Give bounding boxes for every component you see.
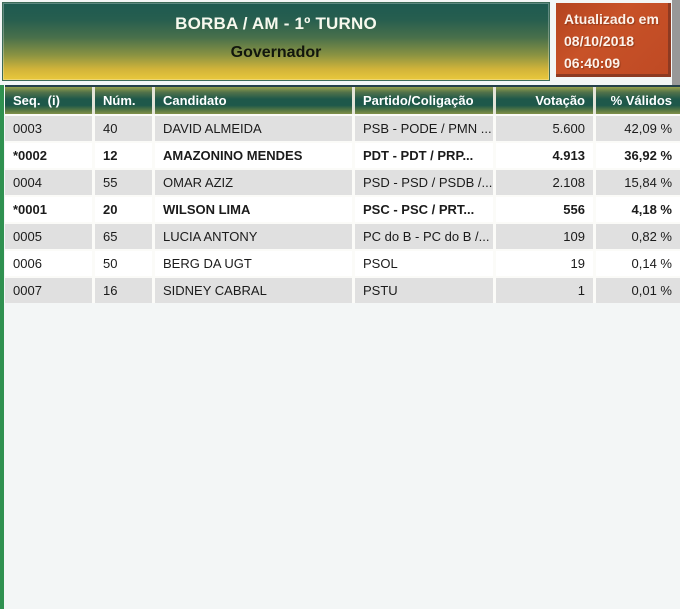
cell-party: PSTU: [352, 276, 493, 303]
cell-num: 50: [92, 249, 152, 276]
updated-date: 08/10/2018: [564, 33, 635, 49]
cell-candidate: AMAZONINO MENDES: [152, 141, 352, 168]
results-table-container: [5, 85, 680, 303]
cell-seq: 0006: [5, 249, 92, 276]
cell-candidate: OMAR AZIZ: [152, 168, 352, 195]
cell-seq: 0004: [5, 168, 92, 195]
cell-num: 40: [92, 114, 152, 141]
cell-pct-valid: 36,92 %: [593, 141, 680, 168]
cell-pct-valid: 42,09 %: [593, 114, 680, 141]
cell-seq: 0007: [5, 276, 92, 303]
cell-party: PSOL: [352, 249, 493, 276]
page-right-strip: [672, 0, 680, 85]
table-header-row: [5, 87, 680, 114]
cell-pct-valid: 0,14 %: [593, 249, 680, 276]
cell-num: 16: [92, 276, 152, 303]
cell-votes: 109: [493, 222, 593, 249]
election-location-title: BORBA / AM - 1º TURNO: [175, 14, 377, 33]
cell-seq: *0002: [5, 141, 92, 168]
cell-candidate: DAVID ALMEIDA: [152, 114, 352, 141]
page-left-edge: [0, 85, 4, 609]
cell-pct-valid: 0,01 %: [593, 276, 680, 303]
election-office-subtitle: Governador: [230, 44, 322, 61]
table-row: [5, 141, 680, 168]
updated-label: Atualizado em: [564, 11, 659, 27]
cell-pct-valid: 4,18 %: [593, 195, 680, 222]
last-updated-box: [556, 3, 671, 77]
cell-votes: 5.600: [493, 114, 593, 141]
cell-party: PDT - PDT / PRP...: [352, 141, 493, 168]
cell-votes: 19: [493, 249, 593, 276]
table-row: [5, 114, 680, 141]
cell-candidate: SIDNEY CABRAL: [152, 276, 352, 303]
cell-votes: 2.108: [493, 168, 593, 195]
cell-party: PC do B - PC do B /...: [352, 222, 493, 249]
cell-num: 55: [92, 168, 152, 195]
cell-candidate: WILSON LIMA: [152, 195, 352, 222]
table-row: [5, 276, 680, 303]
column-header-party: Partido/Coligação: [352, 87, 493, 114]
column-header-pct-valid: % Válidos: [593, 87, 680, 114]
column-header-num: Núm.: [92, 87, 152, 114]
cell-votes: 556: [493, 195, 593, 222]
column-header-votes: Votação: [493, 87, 593, 114]
cell-party: PSD - PSD / PSDB /...: [352, 168, 493, 195]
column-header-candidate: Candidato: [152, 87, 352, 114]
cell-party: PSC - PSC / PRT...: [352, 195, 493, 222]
table-row: [5, 168, 680, 195]
table-row: [5, 249, 680, 276]
cell-num: 20: [92, 195, 152, 222]
cell-seq: *0001: [5, 195, 92, 222]
cell-party: PSB - PODE / PMN ...: [352, 114, 493, 141]
cell-seq: 0003: [5, 114, 92, 141]
cell-pct-valid: 15,84 %: [593, 168, 680, 195]
cell-seq: 0005: [5, 222, 92, 249]
cell-num: 65: [92, 222, 152, 249]
cell-num: 12: [92, 141, 152, 168]
cell-votes: 4.913: [493, 141, 593, 168]
results-table: [5, 87, 680, 303]
cell-pct-valid: 0,82 %: [593, 222, 680, 249]
election-banner: [2, 2, 550, 81]
cell-candidate: LUCIA ANTONY: [152, 222, 352, 249]
column-header-seq: Seq. (i): [5, 87, 92, 114]
top-header-area: [0, 0, 680, 85]
table-row: [5, 195, 680, 222]
cell-candidate: BERG DA UGT: [152, 249, 352, 276]
cell-votes: 1: [493, 276, 593, 303]
table-row: [5, 222, 680, 249]
updated-time: 06:40:09: [564, 55, 621, 71]
